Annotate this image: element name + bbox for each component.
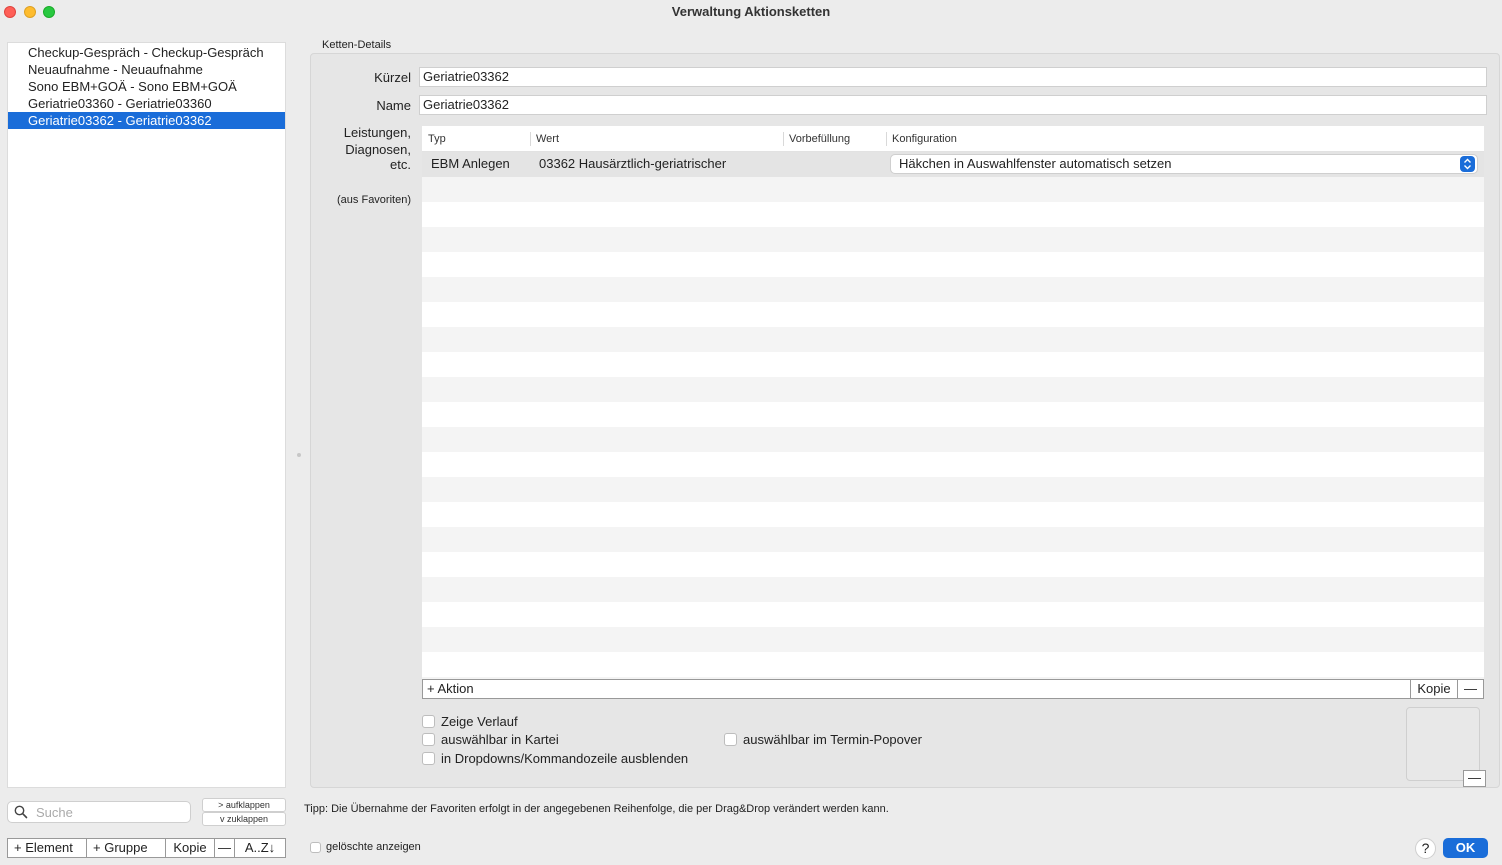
kuerzel-label: Kürzel: [374, 70, 411, 85]
empty-table-row: [422, 352, 1484, 377]
empty-table-row: [422, 452, 1484, 477]
cell-wert: 03362 Hausärztlich-geriatrischer: [539, 156, 727, 171]
kuerzel-field[interactable]: Geriatrie03362: [419, 67, 1487, 87]
help-button[interactable]: ?: [1415, 838, 1436, 859]
remove-element-button[interactable]: —: [214, 838, 235, 858]
empty-table-row: [422, 377, 1484, 402]
column-divider[interactable]: [530, 132, 531, 146]
column-header-typ[interactable]: Typ: [428, 133, 446, 145]
empty-table-row: [422, 302, 1484, 327]
empty-table-row: [422, 427, 1484, 452]
remove-image-button[interactable]: —: [1463, 770, 1486, 787]
favorites-note: (aus Favoriten): [337, 194, 411, 206]
column-divider[interactable]: [783, 132, 784, 146]
empty-table-row: [422, 227, 1484, 252]
copy-action-button[interactable]: Kopie: [1410, 679, 1458, 699]
checkbox-box[interactable]: [422, 752, 435, 765]
add-element-button[interactable]: + Element: [7, 838, 87, 858]
tip-text: Tipp: Die Übernahme der Favoriten erfolgt in der angegebenen Reihenfolge, die per Drag&Drop verändert werden kann.: [304, 803, 889, 815]
column-header-vorbefuellung[interactable]: Vorbefüllung: [789, 133, 851, 145]
window-title: Verwaltung Aktionsketten: [671, 4, 831, 19]
actions-table[interactable]: [422, 126, 1484, 679]
copy-element-button[interactable]: Kopie: [165, 838, 215, 858]
name-label: Name: [376, 98, 411, 113]
zeige-verlauf-checkbox[interactable]: [422, 714, 518, 729]
popup-chevron-icon: [1460, 156, 1475, 172]
leistungen-label-line2: Diagnosen,: [345, 142, 411, 157]
column-divider[interactable]: [886, 132, 887, 146]
table-header: [422, 126, 1484, 152]
empty-table-row: [422, 177, 1484, 202]
search-field[interactable]: [7, 801, 191, 823]
empty-table-row: [422, 627, 1484, 652]
list-item[interactable]: Geriatrie03362 - Geriatrie03362: [8, 112, 285, 129]
list-item[interactable]: Sono EBM+GOÄ - Sono EBM+GOÄ: [28, 79, 237, 94]
collapse-all-button[interactable]: v zuklappen: [202, 812, 286, 826]
search-icon: [14, 805, 28, 819]
expand-all-button[interactable]: > aufklappen: [202, 798, 286, 812]
checkbox-box[interactable]: [422, 715, 435, 728]
list-item[interactable]: Checkup-Gespräch - Checkup-Gespräch: [28, 45, 264, 60]
show-deleted-label: gelöschte anzeigen: [326, 841, 421, 853]
empty-table-row: [422, 527, 1484, 552]
checkbox-box[interactable]: [724, 733, 737, 746]
search-placeholder: Suche: [36, 805, 73, 820]
chain-list[interactable]: [7, 42, 286, 788]
cell-typ: EBM Anlegen: [431, 156, 510, 171]
name-field[interactable]: Geriatrie03362: [419, 95, 1487, 115]
empty-table-row: [422, 252, 1484, 277]
konfiguration-popup[interactable]: [890, 154, 1478, 174]
auswaehlbar-kartei-checkbox[interactable]: [422, 732, 559, 747]
title-bar: [0, 0, 1502, 26]
empty-table-row: [422, 577, 1484, 602]
empty-table-row: [422, 402, 1484, 427]
empty-table-row: [422, 502, 1484, 527]
empty-table-row: [422, 477, 1484, 502]
add-action-button[interactable]: + Aktion: [422, 679, 1411, 699]
empty-table-row: [422, 552, 1484, 577]
konfiguration-value: Häkchen in Auswahlfenster automatisch setzen: [899, 156, 1172, 171]
empty-table-row: [422, 327, 1484, 352]
table-row[interactable]: [422, 152, 1484, 177]
column-header-wert[interactable]: Wert: [536, 133, 560, 145]
show-deleted-checkbox[interactable]: [310, 841, 421, 853]
empty-table-row: [422, 602, 1484, 627]
section-title: Ketten-Details: [322, 39, 392, 51]
checkbox-box[interactable]: [422, 733, 435, 746]
split-view-divider[interactable]: [297, 453, 301, 457]
leistungen-label-line1: Leistungen,: [343, 125, 411, 140]
checkbox-box[interactable]: [310, 842, 321, 853]
column-header-konfiguration[interactable]: Konfiguration: [892, 133, 957, 145]
auswaehlbar-termin-checkbox[interactable]: [724, 732, 922, 747]
list-toolbar: [7, 838, 285, 858]
auswaehlbar-kartei-label: auswählbar in Kartei: [441, 732, 559, 747]
add-group-button[interactable]: + Gruppe: [86, 838, 166, 858]
empty-table-row: [422, 652, 1484, 677]
empty-table-row: [422, 202, 1484, 227]
dropdowns-ausblenden-label: in Dropdowns/Kommandozeile ausblenden: [441, 751, 689, 766]
remove-action-button[interactable]: —: [1457, 679, 1484, 699]
empty-table-row: [422, 277, 1484, 302]
list-item[interactable]: Neuaufnahme - Neuaufnahme: [28, 62, 203, 77]
auswaehlbar-termin-label: auswählbar im Termin-Popover: [743, 732, 922, 747]
list-item[interactable]: Geriatrie03360 - Geriatrie03360: [28, 96, 212, 111]
ok-button[interactable]: OK: [1443, 838, 1488, 858]
sort-button[interactable]: A..Z↓: [234, 838, 286, 858]
zeige-verlauf-label: Zeige Verlauf: [441, 714, 518, 729]
dropdowns-ausblenden-checkbox[interactable]: [422, 751, 688, 766]
leistungen-label-line3: etc.: [390, 157, 411, 172]
table-toolbar: [422, 679, 1485, 699]
